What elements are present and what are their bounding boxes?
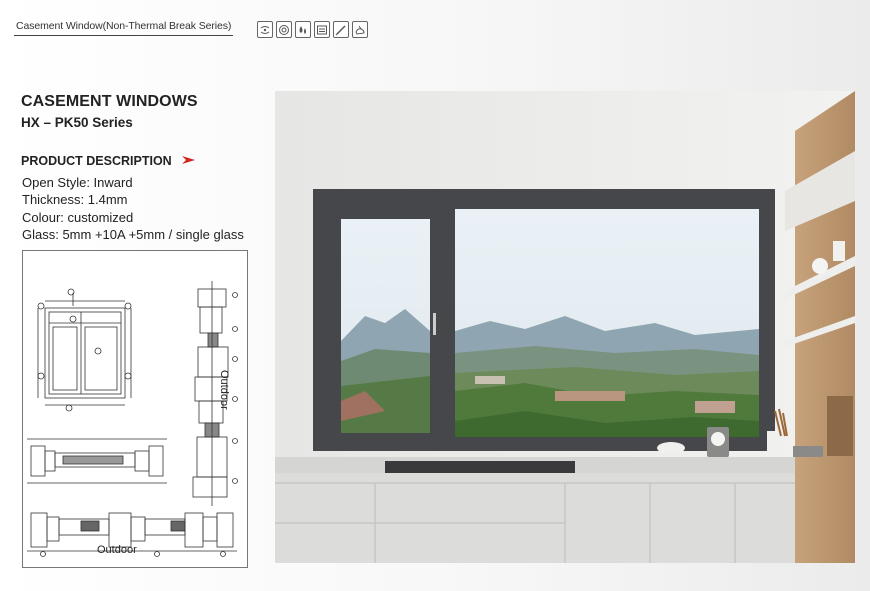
technical-drawing xyxy=(23,251,247,567)
heat-insulation-icon xyxy=(314,21,330,38)
spec-thickness: Thickness: 1.4mm xyxy=(22,192,128,208)
series-label: Casement Window(Non-Thermal Break Series) xyxy=(14,20,233,36)
spec-colour: Colour: customized xyxy=(22,209,134,225)
water-tightness-icon xyxy=(295,21,311,38)
technical-drawing-panel xyxy=(22,250,248,568)
pen-icon xyxy=(333,21,349,38)
outdoor-label-side: Outdoor xyxy=(218,370,230,410)
spec-open-style: Open Style: Inward xyxy=(22,175,133,190)
section-heading xyxy=(21,154,195,168)
hand-icon xyxy=(352,21,368,38)
spec-glass: Glass: 5mm +10A +5mm / single glass xyxy=(22,226,244,242)
product-subtitle: HX – PK50 Series xyxy=(21,115,133,130)
kitchen-window-photo xyxy=(275,91,855,563)
kitchen-scene-illustration xyxy=(275,91,855,563)
sound-insulation-icon xyxy=(257,21,273,38)
section-heading-text: PRODUCT DESCRIPTION xyxy=(21,154,172,168)
feature-icon-row xyxy=(257,21,368,38)
outdoor-label-bottom: Outdoor xyxy=(97,544,137,556)
red-arrow-icon xyxy=(182,154,195,168)
spec-list xyxy=(22,174,244,243)
wind-resistance-icon xyxy=(276,21,292,38)
product-title: CASEMENT WINDOWS xyxy=(21,93,198,110)
